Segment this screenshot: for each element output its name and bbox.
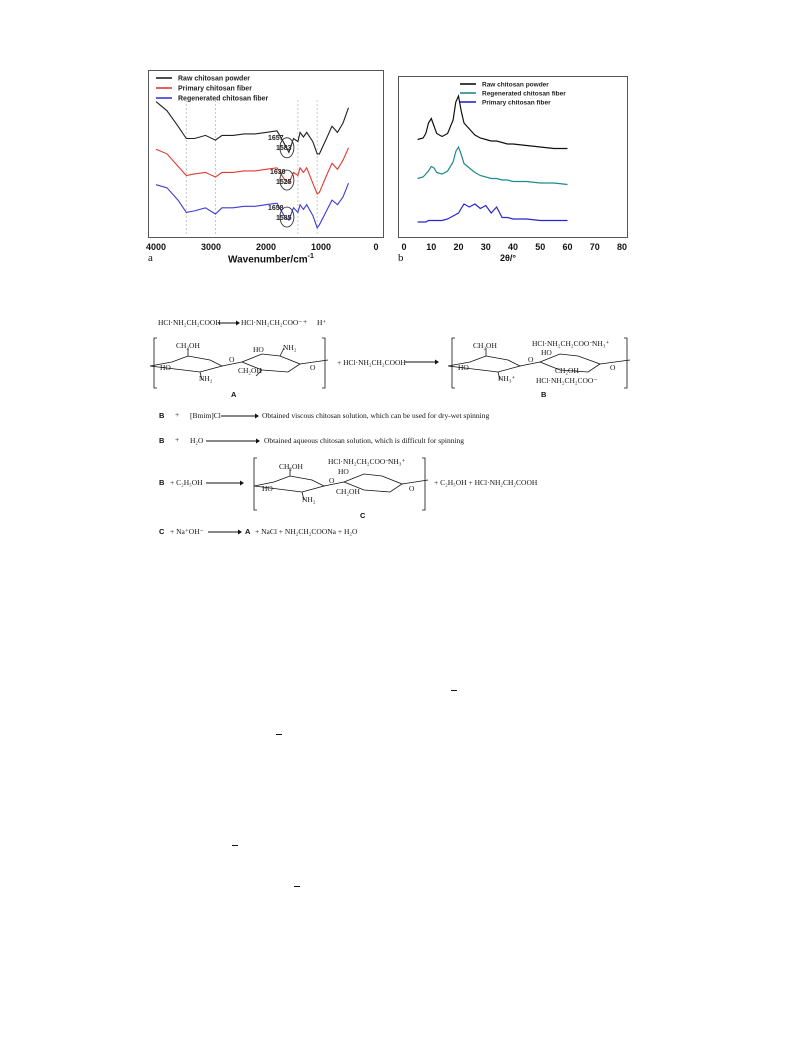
rule-mark bbox=[232, 845, 238, 846]
figure-b-xlabel: 2θ/° bbox=[500, 253, 516, 263]
xrd-chart bbox=[398, 76, 628, 238]
legend-label: Primary chitosan fiber bbox=[178, 85, 252, 93]
ring-c2-ho: HO bbox=[338, 467, 349, 476]
ring-c-nh3: NH₃⁺ bbox=[388, 457, 406, 466]
figure-a-panel bbox=[148, 70, 384, 238]
scheme-line2-reagent: + HCl·NH₂CH₂COOH bbox=[337, 358, 406, 367]
scheme-line5-reagent: + C₂H₅OH bbox=[170, 478, 203, 487]
ring-b-nh3: NH₃⁺ bbox=[498, 374, 516, 383]
peak-label: 1658 bbox=[268, 205, 284, 212]
ring-c-ch2oh: CH₂OH bbox=[279, 462, 303, 471]
scheme-line4-b: B bbox=[159, 436, 165, 445]
x-tick-label: 70 bbox=[589, 242, 600, 252]
scheme-line3-reagent: [Bmim]Cl bbox=[190, 411, 221, 420]
rule-mark bbox=[451, 690, 457, 691]
ring-c-o: O bbox=[329, 476, 335, 485]
ring-a-nh2: NH₂ bbox=[199, 374, 213, 383]
x-tick-label: 10 bbox=[426, 242, 437, 252]
figure-b-letter: b bbox=[398, 252, 404, 264]
x-tick-label: 30 bbox=[480, 242, 491, 252]
scheme-line6-result: + NaCl + NH₂CH₂COONa + H₂O bbox=[255, 527, 358, 536]
ring-a2-o: O bbox=[310, 363, 316, 372]
peak-label: 1583 bbox=[276, 145, 292, 152]
arrow-icon bbox=[221, 413, 259, 419]
legend-label: Raw chitosan powder bbox=[178, 75, 250, 83]
figure-b-ticks bbox=[392, 239, 636, 253]
ring-a-ho: HO bbox=[160, 363, 171, 372]
ring-c2-ch2oh: CH₂OH bbox=[336, 487, 360, 496]
ring-a2-ho: HO bbox=[253, 345, 264, 354]
series-line bbox=[156, 102, 349, 154]
ring-b-ch2oh: CH₂OH bbox=[473, 341, 497, 350]
x-tick-label: 2000 bbox=[255, 242, 277, 252]
ring-b-o: O bbox=[528, 355, 534, 364]
ftir-chart bbox=[148, 70, 384, 238]
scheme-line4-result: Obtained aqueous chitosan solution, which is difficult for spinning bbox=[264, 436, 465, 445]
peak-label: 1585 bbox=[276, 215, 292, 222]
scheme-line3-b: B bbox=[159, 411, 165, 420]
legend-label: Regenerated chitosan fiber bbox=[178, 95, 269, 103]
ring-a-o: O bbox=[229, 355, 235, 364]
ring-b-ho: HO bbox=[458, 363, 469, 372]
figure-b-panel bbox=[398, 76, 628, 238]
ring-c2-o: O bbox=[409, 484, 415, 493]
x-tick-label: 20 bbox=[453, 242, 464, 252]
label-b: B bbox=[541, 390, 547, 399]
ring-b-nh3-top: NH₃⁺ bbox=[592, 339, 610, 348]
x-tick-label: 50 bbox=[535, 242, 546, 252]
ring-b2-ho: HO bbox=[541, 348, 552, 357]
series-line bbox=[418, 204, 568, 222]
ring-c-glycinate: HCl·NH₂CH₂COO⁻ bbox=[328, 457, 390, 466]
scheme-line3-plus: + bbox=[175, 410, 180, 419]
x-tick-label: 0 bbox=[373, 242, 379, 252]
legend-label: Raw chitosan powder bbox=[482, 81, 549, 89]
arrow-icon bbox=[208, 529, 242, 535]
scheme-line5-result: + C₂H₅OH + HCl·NH₂CH₂COOH bbox=[434, 478, 538, 487]
label-c: C bbox=[360, 511, 366, 520]
ring-a-ch2oh: CH₂OH bbox=[176, 341, 200, 350]
scheme-line3-result: Obtained viscous chitosan solution, which can be used for dry-wet spinning bbox=[262, 411, 490, 420]
scheme-line6-reagent: + Na⁺OH⁻ bbox=[170, 527, 204, 536]
rule-mark bbox=[294, 886, 300, 887]
x-tick-label: 1000 bbox=[310, 242, 332, 252]
ring-b2-ch2oh: CH₂OH bbox=[555, 366, 579, 375]
scheme-line1-ion: H⁺ bbox=[317, 318, 327, 327]
scheme-line6-a: A bbox=[245, 527, 251, 536]
scheme-line1-left: HCl·NH₂CH₂COOH bbox=[158, 318, 221, 327]
series-line bbox=[156, 148, 349, 194]
legend-label: Primary chitosan fiber bbox=[482, 99, 551, 107]
arrow-icon bbox=[206, 438, 260, 444]
x-tick-label: 40 bbox=[507, 242, 519, 252]
arrow-icon bbox=[405, 359, 439, 365]
ring-b-glycinate-bottom: HCl·NH₂CH₂COO⁻ bbox=[536, 376, 598, 385]
figure-a-ticks bbox=[145, 239, 388, 253]
ring-b-glycinate-top: HCl·NH₂CH₂COO⁻ bbox=[532, 339, 594, 348]
x-tick-label: 60 bbox=[562, 242, 573, 252]
scheme-line1-right: HCl·NH₂CH₂COO⁻ bbox=[241, 318, 303, 327]
peak-label: 1525 bbox=[276, 179, 292, 186]
x-tick-label: 4000 bbox=[145, 242, 167, 252]
ring-a2-nh2: NH₂ bbox=[283, 343, 297, 352]
x-tick-label: 0 bbox=[401, 242, 407, 252]
ring-b2-o: O bbox=[610, 363, 616, 372]
figure-a-letter: a bbox=[148, 252, 153, 264]
legend-label: Regenerated chitosan fiber bbox=[482, 90, 566, 98]
ring-a2-ch2oh: CH₂OH bbox=[238, 366, 262, 375]
series-line bbox=[418, 147, 568, 185]
scheme-line4-reagent: H₂O bbox=[190, 436, 204, 445]
scheme-line1-plus: + bbox=[303, 317, 308, 326]
arrow-icon bbox=[218, 320, 240, 326]
x-tick-label: 3000 bbox=[200, 242, 222, 252]
ring-c-nh2: NH₂ bbox=[302, 495, 316, 504]
arrow-icon bbox=[206, 480, 244, 486]
peak-label: 1630 bbox=[270, 169, 286, 176]
figure-a-xlabel: Wavenumber/$cm^{-1}$ bbox=[228, 253, 314, 266]
scheme-line4-plus: + bbox=[175, 435, 180, 444]
peak-label: 1657 bbox=[268, 135, 284, 142]
rule-mark bbox=[276, 734, 282, 735]
x-tick-label: 80 bbox=[616, 242, 628, 252]
scheme-line5-b: B bbox=[159, 478, 165, 487]
label-a: A bbox=[231, 390, 237, 399]
series-line bbox=[156, 183, 349, 228]
scheme-line6-c: C bbox=[159, 527, 165, 536]
ring-c-ho: HO bbox=[262, 484, 273, 493]
